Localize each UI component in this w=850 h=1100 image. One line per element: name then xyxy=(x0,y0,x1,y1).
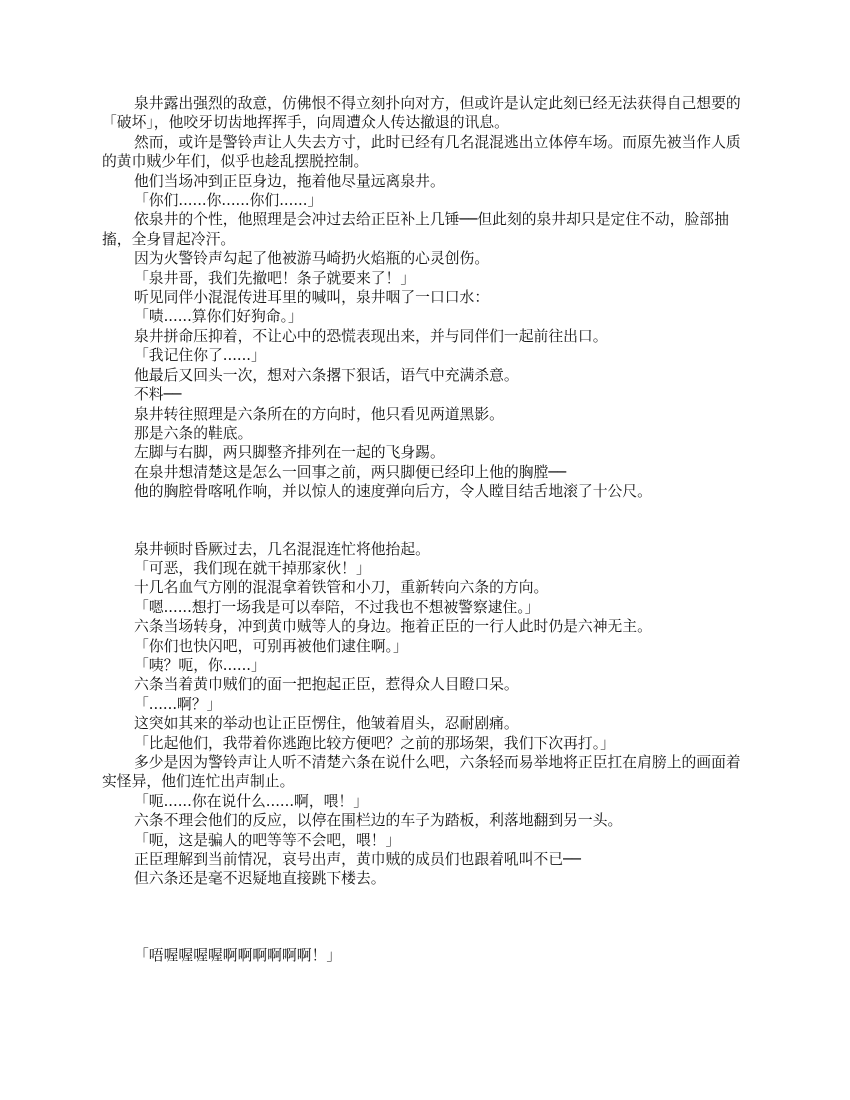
paragraph: 他的胸腔骨喀吼作响，并以惊人的速度弹向后方，令人瞠目结舌地滚了十公尺。 xyxy=(134,483,652,501)
paragraph: 因为火警铃声勾起了他被游马崎扔火焰瓶的心灵创伤。 xyxy=(134,250,490,268)
paragraph: 然而，或许是警铃声让人失去方寸，此时已经有几名混混逃出立体停车场。而原先被当作人质的黄巾贼少年们，似乎也趁乱摆脱控制。 xyxy=(102,133,741,171)
paragraph: 在泉井想清楚这是怎么一回事之前，两只脚便已经印上他的胸膛── xyxy=(134,463,567,481)
paragraph: 「咦？呃，你......」 xyxy=(134,656,266,674)
paragraph: 泉井拼命压抑着，不让心中的恐慌表现出来，并与同伴们一起前往出口。 xyxy=(134,327,608,345)
paragraph: 「唔喔喔喔喔啊啊啊啊啊啊！」 xyxy=(134,946,342,964)
paragraph: 不料── xyxy=(134,386,182,404)
paragraph: 十几名血气方刚的混混拿着铁管和小刀，重新转向六条的方向。 xyxy=(134,579,549,597)
paragraph: 「......啊？」 xyxy=(134,695,222,713)
paragraph: 六条当场转身，冲到黄巾贼等人的身边。拖着正臣的一行人此时仍是六神无主。 xyxy=(134,618,652,636)
paragraph: 他们当场冲到正臣身边，拖着他尽量远离泉井。 xyxy=(134,172,445,190)
paragraph: 「啧......算你们好狗命。」 xyxy=(134,308,303,326)
paragraph: 「呃，这是骗人的吧等等不会吧，喂！」 xyxy=(134,831,401,849)
paragraph: 「我记住你了......」 xyxy=(134,347,266,365)
paragraph: 六条当着黄巾贼们的面一把抱起正臣，惹得众人目瞪口呆。 xyxy=(134,676,519,694)
paragraph: 正臣理解到当前情况，哀号出声，黄巾贼的成员们也跟着吼叫不已── xyxy=(134,851,581,869)
paragraph: 「你们也快闪吧，可别再被他们逮住啊。」 xyxy=(134,637,408,655)
paragraph: 「可恶，我们现在就干掉那家伙！」 xyxy=(134,559,371,577)
section-break xyxy=(102,889,752,946)
paragraph: 这突如其来的举动也让正臣愣住，他皱着眉头，忍耐剧痛。 xyxy=(134,715,519,733)
paragraph: 「比起他们，我带着你逃跑比较方便吧？之前的那场架，我们下次再打。」 xyxy=(134,734,615,752)
paragraph: 但六条还是毫不迟疑地直接跳下楼去。 xyxy=(134,870,386,888)
paragraph: 多少是因为警铃声让人听不清楚六条在说什么吧，六条轻而易举地将正臣扛在肩膀上的画面着实怪异，他们连忙出声制止。 xyxy=(102,754,741,791)
paragraph: 听见同伴小混混传进耳里的喊叫，泉井咽了一口口水： xyxy=(134,289,490,307)
paragraph: 他最后又回头一次，想对六条撂下狠话，语气中充满杀意。 xyxy=(134,366,519,384)
paragraph: 「你们......你......你们......」 xyxy=(134,192,323,210)
paragraph: 「呃......你在说什么......啊，喂！」 xyxy=(134,792,369,810)
paragraph: 六条不理会他们的反应，以停在围栏边的车子为踏板，利落地翻到另一头。 xyxy=(134,812,623,830)
document-page xyxy=(102,94,752,965)
paragraph: 「嗯......想打一场我是可以奉陪，不过我也不想被警察逮住。」 xyxy=(134,598,540,616)
paragraph: 「泉井哥，我们先撤吧！条子就要来了！」 xyxy=(134,269,416,287)
paragraph: 依泉井的个性，他照理是会冲过去给正臣补上几锤──但此刻的泉井却只是定住不动，脸部抽搐，全身冒起冷汗。 xyxy=(102,211,729,248)
paragraph: 那是六条的鞋底。 xyxy=(134,424,253,442)
paragraph: 泉井顿时昏厥过去，几名混混连忙将他抬起。 xyxy=(134,540,430,558)
paragraph: 泉井露出强烈的敌意，仿佛恨不得立刻扑向对方，但或许是认定此刻已经无法获得自己想要的「破坏」，他咬牙切齿地挥挥手，向周遭众人传达撤退的讯息。 xyxy=(102,95,741,132)
paragraph: 泉井转往照理是六条所在的方向时，他只看见两道黑影。 xyxy=(134,405,504,423)
paragraph: 左脚与右脚，两只脚整齐排列在一起的飞身踢。 xyxy=(134,444,445,462)
section-break xyxy=(102,502,752,540)
